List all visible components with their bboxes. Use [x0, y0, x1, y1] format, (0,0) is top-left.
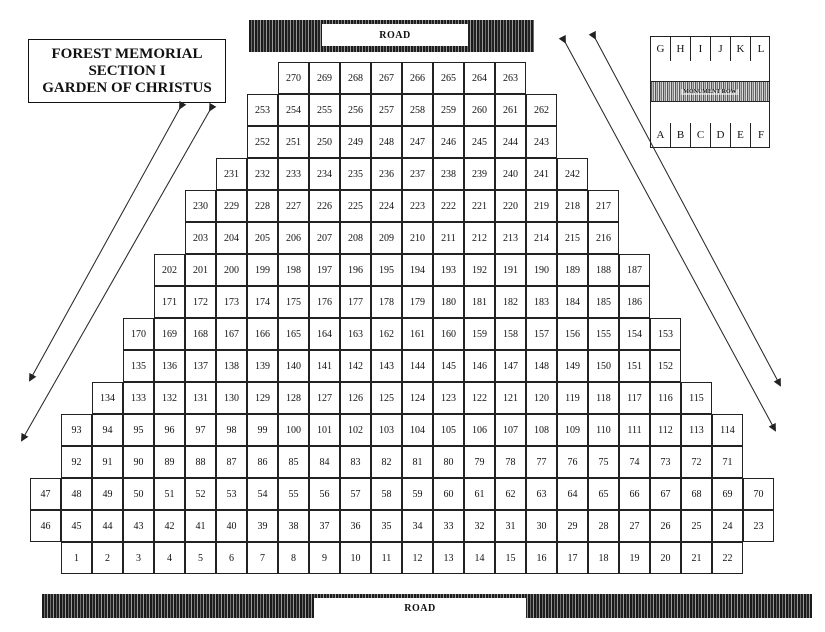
plot-134[interactable]: 134	[92, 382, 123, 414]
plot-44[interactable]: 44	[92, 510, 123, 542]
plot-263[interactable]: 263	[495, 62, 526, 94]
plot-118[interactable]: 118	[588, 382, 619, 414]
plot-117[interactable]: 117	[619, 382, 650, 414]
plot-189[interactable]: 189	[557, 254, 588, 286]
plot-71[interactable]: 71	[712, 446, 743, 478]
legend-cell-e: E	[731, 123, 751, 147]
plot-100[interactable]: 100	[278, 414, 309, 446]
plot-168[interactable]: 168	[185, 318, 216, 350]
plot-119[interactable]: 119	[557, 382, 588, 414]
plot-243[interactable]: 243	[526, 126, 557, 158]
plot-246[interactable]: 246	[433, 126, 464, 158]
plot-115[interactable]: 115	[681, 382, 712, 414]
plot-177[interactable]: 177	[340, 286, 371, 318]
plot-176[interactable]: 176	[309, 286, 340, 318]
road-bottom-label: ROAD	[314, 598, 526, 618]
plot-196[interactable]: 196	[340, 254, 371, 286]
plot-184[interactable]: 184	[557, 286, 588, 318]
plot-102[interactable]: 102	[340, 414, 371, 446]
plot-185[interactable]: 185	[588, 286, 619, 318]
plot-40[interactable]: 40	[216, 510, 247, 542]
plot-125[interactable]: 125	[371, 382, 402, 414]
plot-136[interactable]: 136	[154, 350, 185, 382]
plot-15[interactable]: 15	[495, 542, 526, 574]
legend-cell-l: L	[757, 43, 765, 55]
plot-3[interactable]: 3	[123, 542, 154, 574]
plot-8[interactable]: 8	[278, 542, 309, 574]
plot-234[interactable]: 234	[309, 158, 340, 190]
plot-215[interactable]: 215	[557, 222, 588, 254]
plot-137[interactable]: 137	[185, 350, 216, 382]
legend-cell-i: I	[691, 37, 711, 61]
plot-21[interactable]: 21	[681, 542, 712, 574]
plot-57[interactable]: 57	[340, 478, 371, 510]
legend-cell-c: C	[691, 123, 711, 147]
plot-222[interactable]: 222	[433, 190, 464, 222]
plot-80[interactable]: 80	[433, 446, 464, 478]
plot-178[interactable]: 178	[371, 286, 402, 318]
plot-42[interactable]: 42	[154, 510, 185, 542]
plot-29[interactable]: 29	[557, 510, 588, 542]
plot-262[interactable]: 262	[526, 94, 557, 126]
plot-265[interactable]: 265	[433, 62, 464, 94]
plot-138[interactable]: 138	[216, 350, 247, 382]
plot-32[interactable]: 32	[464, 510, 495, 542]
plot-45[interactable]: 45	[61, 510, 92, 542]
plot-128[interactable]: 128	[278, 382, 309, 414]
plot-227[interactable]: 227	[278, 190, 309, 222]
plot-87[interactable]: 87	[216, 446, 247, 478]
plot-251[interactable]: 251	[278, 126, 309, 158]
title-line-1: FOREST MEMORIAL	[51, 45, 203, 62]
legend-cell-a: A	[651, 123, 671, 147]
plot-38[interactable]: 38	[278, 510, 309, 542]
plot-6[interactable]: 6	[216, 542, 247, 574]
plot-270[interactable]: 270	[278, 62, 309, 94]
plot-171[interactable]: 171	[154, 286, 185, 318]
plot-34[interactable]: 34	[402, 510, 433, 542]
plot-24[interactable]: 24	[712, 510, 743, 542]
plot-248[interactable]: 248	[371, 126, 402, 158]
plot-154[interactable]: 154	[619, 318, 650, 350]
plot-211[interactable]: 211	[433, 222, 464, 254]
plot-83[interactable]: 83	[340, 446, 371, 478]
plot-268[interactable]: 268	[340, 62, 371, 94]
plot-199[interactable]: 199	[247, 254, 278, 286]
plot-69[interactable]: 69	[712, 478, 743, 510]
legend-cell-f: F	[757, 129, 765, 141]
plot-33[interactable]: 33	[433, 510, 464, 542]
plot-51[interactable]: 51	[154, 478, 185, 510]
plot-61[interactable]: 61	[464, 478, 495, 510]
plot-226[interactable]: 226	[309, 190, 340, 222]
plot-107[interactable]: 107	[495, 414, 526, 446]
plot-72[interactable]: 72	[681, 446, 712, 478]
plot-164[interactable]: 164	[309, 318, 340, 350]
plot-93[interactable]: 93	[61, 414, 92, 446]
plot-224[interactable]: 224	[371, 190, 402, 222]
plot-225[interactable]: 225	[340, 190, 371, 222]
plot-223[interactable]: 223	[402, 190, 433, 222]
plot-206[interactable]: 206	[278, 222, 309, 254]
plot-114[interactable]: 114	[712, 414, 743, 446]
plot-55[interactable]: 55	[278, 478, 309, 510]
plot-162[interactable]: 162	[371, 318, 402, 350]
plot-109[interactable]: 109	[557, 414, 588, 446]
plot-267[interactable]: 267	[371, 62, 402, 94]
plot-264[interactable]: 264	[464, 62, 495, 94]
plot-127[interactable]: 127	[309, 382, 340, 414]
plot-193[interactable]: 193	[433, 254, 464, 286]
plot-198[interactable]: 198	[278, 254, 309, 286]
plot-81[interactable]: 81	[402, 446, 433, 478]
plot-113[interactable]: 113	[681, 414, 712, 446]
plot-106[interactable]: 106	[464, 414, 495, 446]
plot-7[interactable]: 7	[247, 542, 278, 574]
plot-112[interactable]: 112	[650, 414, 681, 446]
plot-258[interactable]: 258	[402, 94, 433, 126]
plot-5[interactable]: 5	[185, 542, 216, 574]
plot-129[interactable]: 129	[247, 382, 278, 414]
plot-84[interactable]: 84	[309, 446, 340, 478]
plot-103[interactable]: 103	[371, 414, 402, 446]
plot-173[interactable]: 173	[216, 286, 247, 318]
plot-16[interactable]: 16	[526, 542, 557, 574]
plot-1[interactable]: 1	[61, 542, 92, 574]
plot-73[interactable]: 73	[650, 446, 681, 478]
plot-58[interactable]: 58	[371, 478, 402, 510]
plot-158[interactable]: 158	[495, 318, 526, 350]
plot-65[interactable]: 65	[588, 478, 619, 510]
plot-131[interactable]: 131	[185, 382, 216, 414]
plot-74[interactable]: 74	[619, 446, 650, 478]
monument-row	[651, 81, 769, 102]
plot-121[interactable]: 121	[495, 382, 526, 414]
plot-10[interactable]: 10	[340, 542, 371, 574]
monument-row-label: MONUMENT ROW	[683, 88, 737, 95]
plot-252[interactable]: 252	[247, 126, 278, 158]
plot-172[interactable]: 172	[185, 286, 216, 318]
plot-188[interactable]: 188	[588, 254, 619, 286]
plot-220[interactable]: 220	[495, 190, 526, 222]
plot-250[interactable]: 250	[309, 126, 340, 158]
plot-217[interactable]: 217	[588, 190, 619, 222]
plot-120[interactable]: 120	[526, 382, 557, 414]
plot-237[interactable]: 237	[402, 158, 433, 190]
plot-200[interactable]: 200	[216, 254, 247, 286]
plot-169[interactable]: 169	[154, 318, 185, 350]
plot-60[interactable]: 60	[433, 478, 464, 510]
legend-cell-j: J	[711, 37, 731, 61]
plot-18[interactable]: 18	[588, 542, 619, 574]
plot-90[interactable]: 90	[123, 446, 154, 478]
legend-cell-b: B	[671, 123, 691, 147]
plot-132[interactable]: 132	[154, 382, 185, 414]
plot-157[interactable]: 157	[526, 318, 557, 350]
plot-161[interactable]: 161	[402, 318, 433, 350]
plot-155[interactable]: 155	[588, 318, 619, 350]
plot-46[interactable]: 46	[30, 510, 61, 542]
plot-261[interactable]: 261	[495, 94, 526, 126]
plot-197[interactable]: 197	[309, 254, 340, 286]
plot-191[interactable]: 191	[495, 254, 526, 286]
legend-cell-h: H	[671, 37, 691, 61]
plot-104[interactable]: 104	[402, 414, 433, 446]
plot-70[interactable]: 70	[743, 478, 774, 510]
legend-cell-d: D	[711, 123, 731, 147]
plot-88[interactable]: 88	[185, 446, 216, 478]
plot-213[interactable]: 213	[495, 222, 526, 254]
plot-207[interactable]: 207	[309, 222, 340, 254]
plot-82[interactable]: 82	[371, 446, 402, 478]
plot-152[interactable]: 152	[650, 350, 681, 382]
plot-253[interactable]: 253	[247, 94, 278, 126]
plot-14[interactable]: 14	[464, 542, 495, 574]
plot-95[interactable]: 95	[123, 414, 154, 446]
plot-236[interactable]: 236	[371, 158, 402, 190]
plot-31[interactable]: 31	[495, 510, 526, 542]
plot-259[interactable]: 259	[433, 94, 464, 126]
plot-203[interactable]: 203	[185, 222, 216, 254]
plot-249[interactable]: 249	[340, 126, 371, 158]
plot-110[interactable]: 110	[588, 414, 619, 446]
plot-43[interactable]: 43	[123, 510, 154, 542]
plot-232[interactable]: 232	[247, 158, 278, 190]
plot-99[interactable]: 99	[247, 414, 278, 446]
plot-124[interactable]: 124	[402, 382, 433, 414]
plot-219[interactable]: 219	[526, 190, 557, 222]
plot-66[interactable]: 66	[619, 478, 650, 510]
plot-54[interactable]: 54	[247, 478, 278, 510]
plot-230[interactable]: 230	[185, 190, 216, 222]
plot-97[interactable]: 97	[185, 414, 216, 446]
plot-216[interactable]: 216	[588, 222, 619, 254]
plot-56[interactable]: 56	[309, 478, 340, 510]
plot-67[interactable]: 67	[650, 478, 681, 510]
plot-148[interactable]: 148	[526, 350, 557, 382]
plot-122[interactable]: 122	[464, 382, 495, 414]
legend-cell-g: G	[651, 37, 671, 61]
plot-105[interactable]: 105	[433, 414, 464, 446]
plot-180[interactable]: 180	[433, 286, 464, 318]
plot-17[interactable]: 17	[557, 542, 588, 574]
plot-12[interactable]: 12	[402, 542, 433, 574]
plot-244[interactable]: 244	[495, 126, 526, 158]
plot-2[interactable]: 2	[92, 542, 123, 574]
plot-49[interactable]: 49	[92, 478, 123, 510]
plot-186[interactable]: 186	[619, 286, 650, 318]
plot-28[interactable]: 28	[588, 510, 619, 542]
plot-187[interactable]: 187	[619, 254, 650, 286]
plot-147[interactable]: 147	[495, 350, 526, 382]
plot-144[interactable]: 144	[402, 350, 433, 382]
plot-143[interactable]: 143	[371, 350, 402, 382]
plot-25[interactable]: 25	[681, 510, 712, 542]
plot-238[interactable]: 238	[433, 158, 464, 190]
plot-36[interactable]: 36	[340, 510, 371, 542]
plot-195[interactable]: 195	[371, 254, 402, 286]
plot-63[interactable]: 63	[526, 478, 557, 510]
plot-68[interactable]: 68	[681, 478, 712, 510]
plot-94[interactable]: 94	[92, 414, 123, 446]
plot-39[interactable]: 39	[247, 510, 278, 542]
plot-89[interactable]: 89	[154, 446, 185, 478]
plot-145[interactable]: 145	[433, 350, 464, 382]
plot-247[interactable]: 247	[402, 126, 433, 158]
plot-64[interactable]: 64	[557, 478, 588, 510]
plot-140[interactable]: 140	[278, 350, 309, 382]
plot-254[interactable]: 254	[278, 94, 309, 126]
plot-141[interactable]: 141	[309, 350, 340, 382]
plot-160[interactable]: 160	[433, 318, 464, 350]
plot-78[interactable]: 78	[495, 446, 526, 478]
plot-48[interactable]: 48	[61, 478, 92, 510]
plot-204[interactable]: 204	[216, 222, 247, 254]
plot-269[interactable]: 269	[309, 62, 340, 94]
plot-35[interactable]: 35	[371, 510, 402, 542]
plot-123[interactable]: 123	[433, 382, 464, 414]
plot-245[interactable]: 245	[464, 126, 495, 158]
plot-41[interactable]: 41	[185, 510, 216, 542]
plot-133[interactable]: 133	[123, 382, 154, 414]
plot-108[interactable]: 108	[526, 414, 557, 446]
plot-166[interactable]: 166	[247, 318, 278, 350]
plot-11[interactable]: 11	[371, 542, 402, 574]
plot-22[interactable]: 22	[712, 542, 743, 574]
plot-50[interactable]: 50	[123, 478, 154, 510]
plot-75[interactable]: 75	[588, 446, 619, 478]
plot-256[interactable]: 256	[340, 94, 371, 126]
plot-231[interactable]: 231	[216, 158, 247, 190]
plot-151[interactable]: 151	[619, 350, 650, 382]
plot-212[interactable]: 212	[464, 222, 495, 254]
plot-228[interactable]: 228	[247, 190, 278, 222]
plot-59[interactable]: 59	[402, 478, 433, 510]
plot-235[interactable]: 235	[340, 158, 371, 190]
plot-260[interactable]: 260	[464, 94, 495, 126]
plot-163[interactable]: 163	[340, 318, 371, 350]
plot-233[interactable]: 233	[278, 158, 309, 190]
plot-85[interactable]: 85	[278, 446, 309, 478]
plot-9[interactable]: 9	[309, 542, 340, 574]
plot-229[interactable]: 229	[216, 190, 247, 222]
plot-77[interactable]: 77	[526, 446, 557, 478]
plot-214[interactable]: 214	[526, 222, 557, 254]
plot-165[interactable]: 165	[278, 318, 309, 350]
plot-156[interactable]: 156	[557, 318, 588, 350]
plot-62[interactable]: 62	[495, 478, 526, 510]
plot-135[interactable]: 135	[123, 350, 154, 382]
plot-53[interactable]: 53	[216, 478, 247, 510]
plot-194[interactable]: 194	[402, 254, 433, 286]
plot-208[interactable]: 208	[340, 222, 371, 254]
plot-37[interactable]: 37	[309, 510, 340, 542]
plot-4[interactable]: 4	[154, 542, 185, 574]
plot-182[interactable]: 182	[495, 286, 526, 318]
plot-240[interactable]: 240	[495, 158, 526, 190]
plot-170[interactable]: 170	[123, 318, 154, 350]
monument-legend	[650, 36, 770, 148]
plot-91[interactable]: 91	[92, 446, 123, 478]
plot-159[interactable]: 159	[464, 318, 495, 350]
plot-126[interactable]: 126	[340, 382, 371, 414]
legend-cell-k: K	[731, 37, 751, 61]
plot-30[interactable]: 30	[526, 510, 557, 542]
plot-239[interactable]: 239	[464, 158, 495, 190]
plot-175[interactable]: 175	[278, 286, 309, 318]
plot-20[interactable]: 20	[650, 542, 681, 574]
plot-210[interactable]: 210	[402, 222, 433, 254]
plot-150[interactable]: 150	[588, 350, 619, 382]
plot-201[interactable]: 201	[185, 254, 216, 286]
plot-79[interactable]: 79	[464, 446, 495, 478]
plot-146[interactable]: 146	[464, 350, 495, 382]
plot-242[interactable]: 242	[557, 158, 588, 190]
plot-139[interactable]: 139	[247, 350, 278, 382]
plot-86[interactable]: 86	[247, 446, 278, 478]
title-line-2: SECTION I	[88, 62, 166, 79]
plot-76[interactable]: 76	[557, 446, 588, 478]
plot-266[interactable]: 266	[402, 62, 433, 94]
plot-179[interactable]: 179	[402, 286, 433, 318]
plot-257[interactable]: 257	[371, 94, 402, 126]
plot-96[interactable]: 96	[154, 414, 185, 446]
plot-47[interactable]: 47	[30, 478, 61, 510]
plot-142[interactable]: 142	[340, 350, 371, 382]
plot-111[interactable]: 111	[619, 414, 650, 446]
plot-149[interactable]: 149	[557, 350, 588, 382]
plot-221[interactable]: 221	[464, 190, 495, 222]
plot-116[interactable]: 116	[650, 382, 681, 414]
plot-101[interactable]: 101	[309, 414, 340, 446]
plot-98[interactable]: 98	[216, 414, 247, 446]
plot-27[interactable]: 27	[619, 510, 650, 542]
plot-130[interactable]: 130	[216, 382, 247, 414]
plot-52[interactable]: 52	[185, 478, 216, 510]
title-line-3: GARDEN OF CHRISTUS	[42, 79, 212, 96]
plot-183[interactable]: 183	[526, 286, 557, 318]
plot-181[interactable]: 181	[464, 286, 495, 318]
plot-174[interactable]: 174	[247, 286, 278, 318]
plot-241[interactable]: 241	[526, 158, 557, 190]
plot-153[interactable]: 153	[650, 318, 681, 350]
road-top-label: ROAD	[322, 24, 468, 46]
plot-190[interactable]: 190	[526, 254, 557, 286]
plot-23[interactable]: 23	[743, 510, 774, 542]
plot-192[interactable]: 192	[464, 254, 495, 286]
plot-209[interactable]: 209	[371, 222, 402, 254]
plot-19[interactable]: 19	[619, 542, 650, 574]
plot-92[interactable]: 92	[61, 446, 92, 478]
plot-202[interactable]: 202	[154, 254, 185, 286]
plot-255[interactable]: 255	[309, 94, 340, 126]
plot-13[interactable]: 13	[433, 542, 464, 574]
plot-26[interactable]: 26	[650, 510, 681, 542]
plot-167[interactable]: 167	[216, 318, 247, 350]
plot-218[interactable]: 218	[557, 190, 588, 222]
plot-205[interactable]: 205	[247, 222, 278, 254]
